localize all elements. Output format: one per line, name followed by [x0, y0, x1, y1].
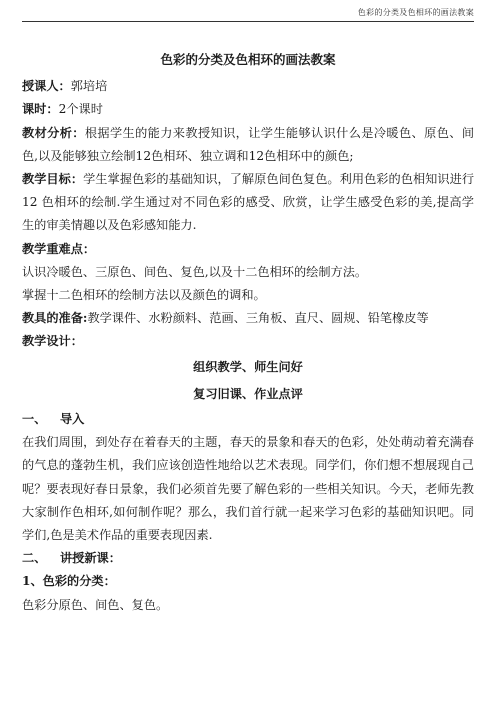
analysis-label: 教材分析： — [22, 125, 85, 140]
analysis-paragraph — [22, 122, 474, 168]
materials-paragraph — [22, 307, 474, 330]
materials-label: 教具的准备: — [22, 311, 88, 326]
key-point-line-1: 认识冷暖色、三原色、间色、复色,以及十二色相环的绘制方法。 — [22, 264, 368, 279]
header-rule — [22, 21, 474, 22]
section-number: 二、 — [22, 551, 47, 566]
section-title: 讲授新课： — [60, 551, 121, 566]
goal-text: 学生掌握色彩的基础知识，了解原色间色复色。利用色彩的色相知识进行 12 色相环的绘制.学生通过对不同色彩的感受、欣赏，让学生感受色彩的美,提高学生的审美情趣以及色彩感知能力. — [22, 172, 475, 233]
hours-line — [22, 98, 474, 121]
intro-paragraph: 在我们周围，到处存在着春天的主题，春天的景象和春天的色彩，处处萌动着充满春的气息的蓬勃生机，我们应该创造性地给以艺术表现。同学们，你们想不想展现自己呢？要表现好春日景象，我们必须首先要了解色彩的一些相关知识。今天，老师先教大家制作色相环,如何制作呢？那么，我们首行就一起来学习色彩的基础知识吧。同学们,色是美术作品的重要表现因素. — [22, 435, 474, 543]
teacher-value: 郭培培 — [70, 79, 108, 94]
goal-paragraph — [22, 168, 474, 238]
document-body — [22, 48, 474, 617]
hours-value: 2个课时 — [58, 102, 103, 117]
section-heading-new-lesson — [22, 547, 474, 570]
teacher-line — [22, 75, 474, 98]
running-header: 色彩的分类及色相环的画法教案 — [357, 8, 474, 17]
section-number: 一、 — [22, 412, 47, 427]
key-points-label: 教学重难点： — [22, 241, 96, 256]
section-title: 导入 — [60, 412, 85, 427]
section-heading-intro — [22, 408, 474, 431]
document-title: 色彩的分类及色相环的画法教案 — [160, 52, 336, 67]
materials-text: 教学课件、水粉颜料、范画、三角板、直尺、圆规、铅笔橡皮等 — [87, 311, 429, 326]
analysis-text: 根据学生的能力来教授知识，让学生能够认识什么是冷暖色、原色、间色,以及能够独立绘制12色相环、独立调和12色相环中的颜色; — [22, 125, 475, 163]
design-label: 教学设计： — [22, 334, 83, 349]
hours-label: 课时： — [22, 102, 59, 117]
teacher-label: 授课人： — [22, 79, 71, 94]
subheading-color-classification: 1、色彩的分类： — [22, 574, 116, 589]
center-heading-review: 复习旧课、作业点评 — [193, 386, 303, 401]
color-classification-text: 色彩分原色、间色、复色。 — [22, 597, 169, 612]
key-point-line-2: 掌握十二色相环的绘制方法以及颜色的调和。 — [22, 288, 266, 303]
goal-label: 教学目标： — [22, 172, 84, 187]
center-heading-organize: 组织教学、师生问好 — [193, 359, 303, 374]
